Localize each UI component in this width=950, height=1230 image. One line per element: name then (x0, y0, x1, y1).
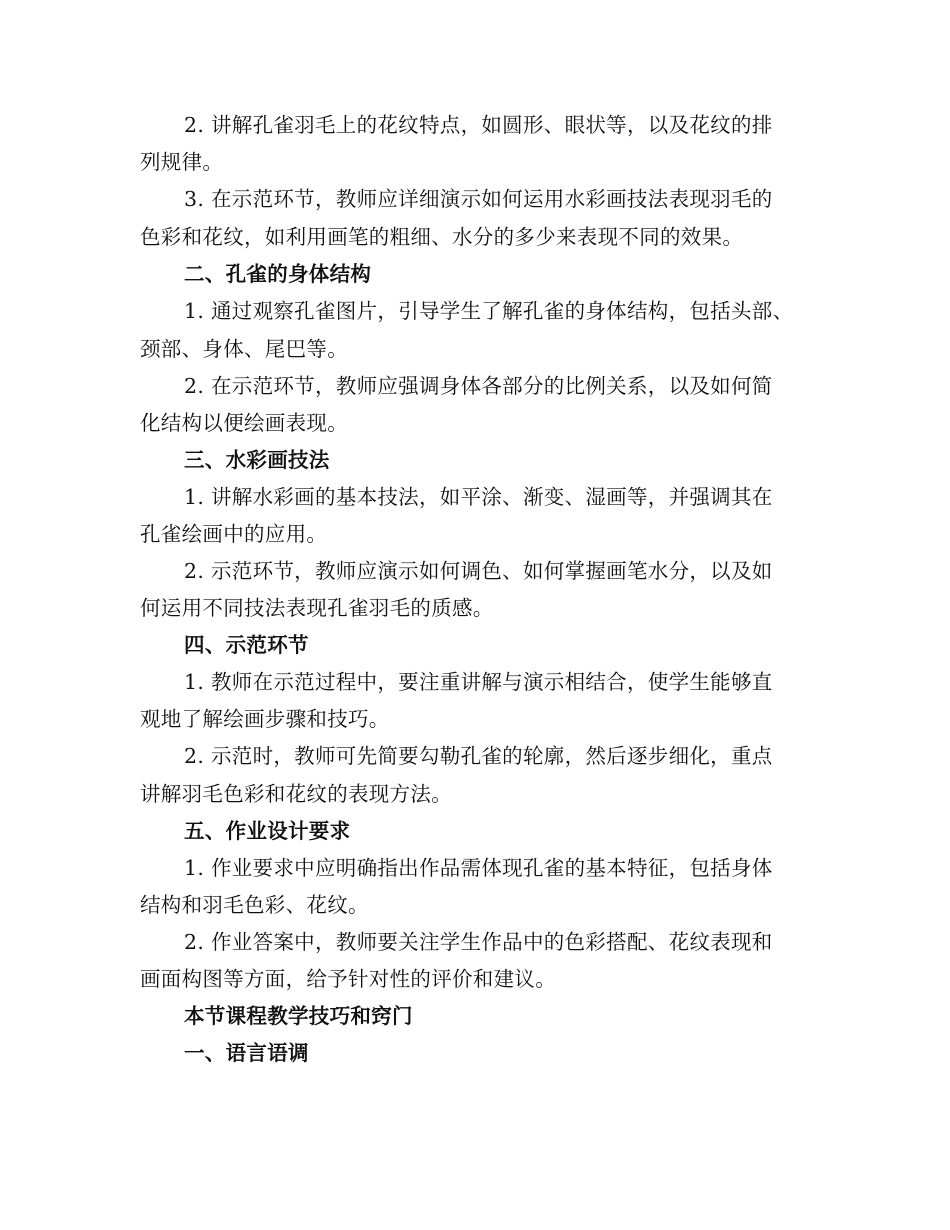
paragraph-line: 孔雀绘画中的应用。 (140, 522, 328, 546)
paragraph-line: 1. 教师在示范过程中，要注重讲解与演示相结合，使学生能够直 (184, 670, 773, 694)
paragraph-line: 色彩和花纹，如利用画笔的粗细、水分的多少来表现不同的效果。 (140, 225, 744, 249)
paragraph-line: 列规律。 (140, 150, 224, 174)
paragraph-line: 讲解羽毛色彩和花纹的表现方法。 (140, 782, 452, 806)
paragraph-line: 颈部、身体、尾巴等。 (140, 337, 348, 361)
paragraph-line: 1. 讲解水彩画的基本技法，如平涂、渐变、湿画等，并强调其在 (184, 485, 773, 509)
paragraph-line: 化结构以便绘画表现。 (140, 411, 348, 435)
paragraph-line: 何运用不同技法表现孔雀羽毛的质感。 (140, 596, 494, 620)
section-heading: 四、示范环节 (184, 633, 309, 657)
section-heading: 本节课程教学技巧和窍门 (184, 1004, 413, 1028)
section-heading: 三、水彩画技法 (184, 448, 330, 472)
section-heading: 五、作业设计要求 (184, 819, 351, 843)
paragraph-line: 2. 讲解孔雀羽毛上的花纹特点，如圆形、眼状等，以及花纹的排 (184, 113, 773, 137)
paragraph-line: 1. 作业要求中应明确指出作品需体现孔雀的基本特征，包括身体 (184, 856, 773, 880)
paragraph-line: 画面构图等方面，给予针对性的评价和建议。 (140, 967, 556, 991)
paragraph-line: 2. 作业答案中，教师要关注学生作品中的色彩搭配、花纹表现和 (184, 930, 773, 954)
paragraph-line: 2. 示范环节，教师应演示如何调色、如何掌握画笔水分，以及如 (184, 559, 773, 583)
paragraph-line: 2. 示范时，教师可先简要勾勒孔雀的轮廓，然后逐步细化，重点 (184, 744, 773, 768)
paragraph-line: 2. 在示范环节，教师应强调身体各部分的比例关系，以及如何简 (184, 374, 773, 398)
section-heading: 二、孔雀的身体结构 (184, 262, 372, 286)
paragraph-line: 结构和羽毛色彩、花纹。 (140, 893, 369, 917)
section-heading: 一、语言语调 (184, 1041, 309, 1065)
paragraph-line: 3. 在示范环节，教师应详细演示如何运用水彩画技法表现羽毛的 (184, 187, 773, 211)
paragraph-line: 1. 通过观察孔雀图片，引导学生了解孔雀的身体结构，包括头部、 (184, 299, 794, 323)
paragraph-line: 观地了解绘画步骤和技巧。 (140, 707, 390, 731)
